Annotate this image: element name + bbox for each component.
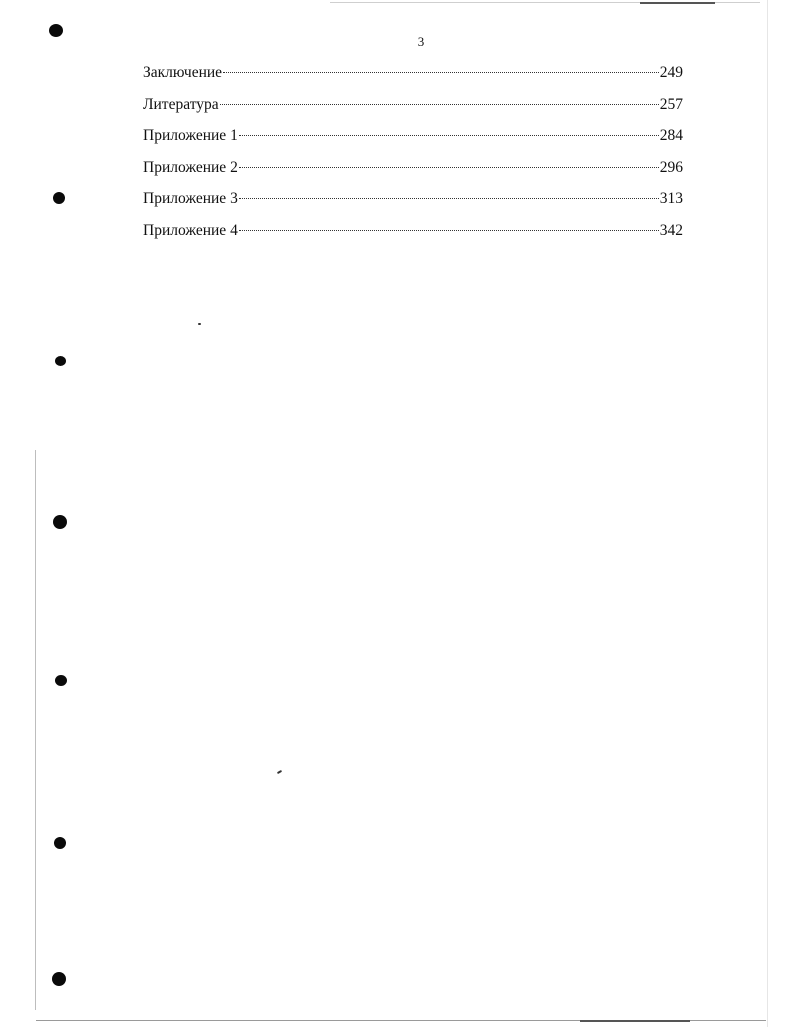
scan-edge-left — [35, 450, 36, 1010]
punch-hole-icon — [55, 356, 66, 366]
scan-speck — [198, 323, 201, 325]
toc-entry-page: 296 — [659, 158, 683, 176]
toc-entry-page: 257 — [659, 95, 683, 113]
toc-entry — [143, 62, 683, 94]
toc-entry-page: 313 — [659, 190, 683, 208]
toc-entry — [143, 188, 683, 220]
punch-hole-icon — [55, 675, 67, 686]
toc-entry-page: 249 — [659, 64, 683, 81]
toc-entry-page: 342 — [659, 221, 683, 239]
toc-entry — [143, 94, 683, 126]
toc-entry-title: Литература — [143, 95, 219, 113]
toc-entry-title: Приложение 3 — [143, 190, 238, 208]
toc-entry — [143, 220, 683, 252]
scan-edge-right — [767, 0, 768, 1027]
toc-entry — [143, 157, 683, 189]
toc-dot-leader — [223, 72, 659, 73]
punch-hole-icon — [53, 515, 67, 529]
toc-entry-title: Приложение 2 — [143, 158, 238, 176]
toc-entry-title: Приложение 1 — [143, 127, 238, 145]
toc-entry-title: Приложение 4 — [143, 221, 238, 239]
toc-dot-leader — [239, 230, 659, 231]
toc-dot-leader — [239, 135, 659, 136]
table-of-contents — [143, 62, 683, 252]
toc-dot-leader — [220, 104, 659, 105]
scan-speck — [277, 770, 282, 774]
punch-hole-icon — [52, 972, 66, 986]
scan-edge-bottom-mark — [580, 1020, 690, 1022]
toc-entry — [143, 125, 683, 157]
page-number: 3 — [417, 34, 425, 49]
toc-entry-title: Заключение — [143, 64, 223, 81]
scan-edge-top-mark — [640, 2, 715, 4]
punch-hole-icon — [53, 192, 65, 204]
toc-dot-leader — [239, 167, 659, 168]
toc-dot-leader — [239, 198, 659, 199]
toc-entry-page: 284 — [659, 127, 683, 145]
punch-hole-icon — [54, 837, 66, 849]
